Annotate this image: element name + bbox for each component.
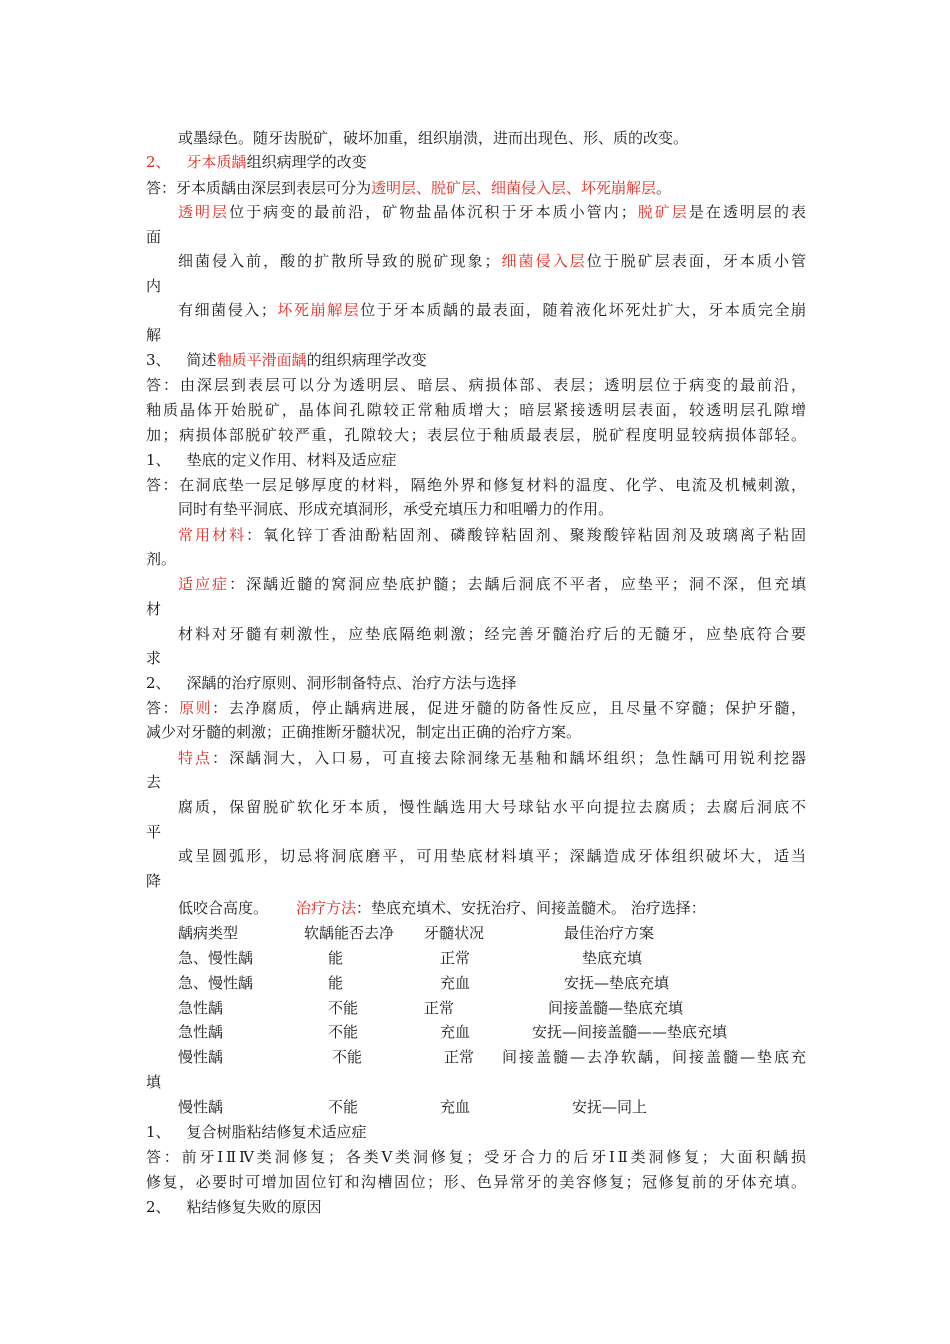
table-header-type: 龋病类型: [178, 924, 239, 942]
table-cell: 急性龋: [178, 1023, 224, 1041]
table-cell: 正常: [444, 1048, 475, 1066]
question-heading: 2、 牙本质龋组织病理学的改变: [146, 153, 367, 171]
table-cell: 安抚—垫底充填: [564, 974, 670, 992]
table-cell: 慢性龋: [178, 1048, 224, 1066]
table-cell: 正常: [440, 949, 471, 967]
table-cell: 安抚—同上: [572, 1098, 648, 1116]
table-cell: 不能: [328, 1023, 359, 1041]
table-cell: 充血: [440, 1023, 471, 1041]
paragraph-line: 常用材料：氧化锌丁香油酚粘固剂、磷酸锌粘固剂、聚羧酸锌粘固剂及玻璃离子粘固: [178, 526, 806, 544]
table-cell: 垫底充填: [582, 949, 643, 967]
question-heading: 1、 垫底的定义作用、材料及适应症: [146, 451, 397, 469]
paragraph-line: 适应症：深龋近髓的窝洞应垫底护髓；去龋后洞底不平者，应垫平；洞不深，但充填: [178, 575, 806, 593]
paragraph-line: 细菌侵入前，酸的扩散所导致的脱矿现象；细菌侵入层位于脱矿层表面，牙本质小管: [178, 252, 806, 270]
table-cell: 间接盖髓—垫底充填: [548, 999, 684, 1017]
table-cell: 急性龋: [178, 999, 224, 1017]
table-cell-wrap: 填: [146, 1073, 162, 1091]
paragraph-line: 透明层位于病变的最前沿，矿物盐晶体沉积于牙本质小管内；脱矿层是在透明层的表: [178, 203, 806, 221]
answer-line: 答：在洞底垫一层足够厚度的材料，隔绝外界和修复材料的温度、化学、电流及机械刺激，: [146, 476, 806, 494]
paragraph-line: 低咬合高度。 治疗方法：垫底充填术、安抚治疗、间接盖髓术。 治疗选择：: [178, 899, 706, 917]
table-cell: 正常: [424, 999, 455, 1017]
question-heading: 1、 复合树脂粘结修复术适应症: [146, 1123, 367, 1141]
paragraph-line: 平: [146, 823, 162, 841]
answer-line: 加；病损体部脱矿较严重，孔隙较大；表层位于釉质最表层，脱矿程度明显较病损体部轻。: [146, 426, 806, 444]
answer-line: 同时有垫平洞底、形成充填洞形，承受充填压力和咀嚼力的作用。: [178, 500, 614, 518]
paragraph-line: 求: [146, 649, 162, 667]
paragraph-line: 材料对牙髓有刺激性，应垫底隔绝刺激；经完善牙髓治疗后的无髓牙，应垫底符合要: [178, 625, 806, 643]
table-cell: 不能: [328, 999, 359, 1017]
table-cell: 间接盖髓—去净软龋，间接盖髓—垫底充: [502, 1048, 806, 1066]
question-heading: 2、 粘结修复失败的原因: [146, 1198, 322, 1216]
paragraph-line: 内: [146, 277, 162, 295]
paragraph-line: 去: [146, 773, 162, 791]
paragraph-line: 腐质，保留脱矿软化牙本质，慢性龋选用大号球钻水平向提拉去腐质；去腐后洞底不: [178, 798, 806, 816]
table-cell: 不能: [332, 1048, 363, 1066]
paragraph-line: 特点：深龋洞大，入口易，可直接去除洞缘无基釉和龋坏组织；急性龋可用锐利挖器: [178, 749, 806, 767]
table-cell: 充血: [440, 1098, 471, 1116]
answer-line: 修复，必要时可增加固位钉和沟槽固位；形、色异常牙的美容修复；冠修复前的牙体充填。: [146, 1173, 806, 1191]
table-cell: 能: [328, 974, 344, 992]
paragraph-line: 有细菌侵入；坏死崩解层位于牙本质龋的最表面，随着液化坏死灶扩大，牙本质完全崩: [178, 301, 806, 319]
table-header-softcaries: 软龋能否去净: [304, 924, 395, 942]
table-cell: 急、慢性龋: [178, 949, 254, 967]
question-heading: 2、 深龋的治疗原则、洞形制备特点、治疗方法与选择: [146, 674, 517, 692]
answer-line: 答：牙本质龋由深层到表层可分为透明层、脱矿层、细菌侵入层、坏死崩解层。: [146, 179, 672, 197]
paragraph-line: 解: [146, 326, 162, 344]
answer-line: 答：由深层到表层可以分为透明层、暗层、病损体部、表层；透明层位于病变的最前沿，: [146, 376, 806, 394]
paragraph-line: 面: [146, 228, 162, 246]
table-cell: 能: [328, 949, 344, 967]
table-header-plan: 最佳治疗方案: [564, 924, 655, 942]
paragraph-line: 降: [146, 872, 162, 890]
paragraph-line: 剂。: [146, 550, 177, 568]
paragraph-line: 材: [146, 600, 162, 618]
table-cell: 急、慢性龋: [178, 974, 254, 992]
table-cell: 充血: [440, 974, 471, 992]
answer-line: 答：前牙ⅠⅡⅣ类洞修复；各类Ⅴ类洞修复；受牙合力的后牙ⅠⅡ类洞修复；大面积龋损: [146, 1148, 806, 1166]
table-cell: 慢性龋: [178, 1098, 224, 1116]
table-cell: 安抚—间接盖髓——垫底充填: [532, 1023, 728, 1041]
answer-line: 减少对牙髓的刺激；正确推断牙髓状况，制定出正确的治疗方案。: [146, 723, 582, 741]
answer-line: 答：原则：去净腐质，停止龋病进展，促进牙髓的防备性反应，且尽量不穿髓；保护牙髓，: [146, 699, 806, 717]
table-cell: 不能: [328, 1098, 359, 1116]
paragraph-line: 或墨绿色。随牙齿脱矿，破坏加重，组织崩溃，进而出现色、形、质的改变。: [178, 129, 689, 147]
paragraph-line: 或呈圆弧形，切忌将洞底磨平，可用垫底材料填平；深龋造成牙体组织破坏大，适当: [178, 847, 806, 865]
table-header-pulp: 牙髓状况: [424, 924, 485, 942]
question-heading: 3、 简述釉质平滑面龋的组织病理学改变: [146, 351, 427, 369]
answer-line: 釉质晶体开始脱矿，晶体间孔隙较正常釉质增大；暗层紧接透明层表面，较透明层孔隙增: [146, 401, 806, 419]
